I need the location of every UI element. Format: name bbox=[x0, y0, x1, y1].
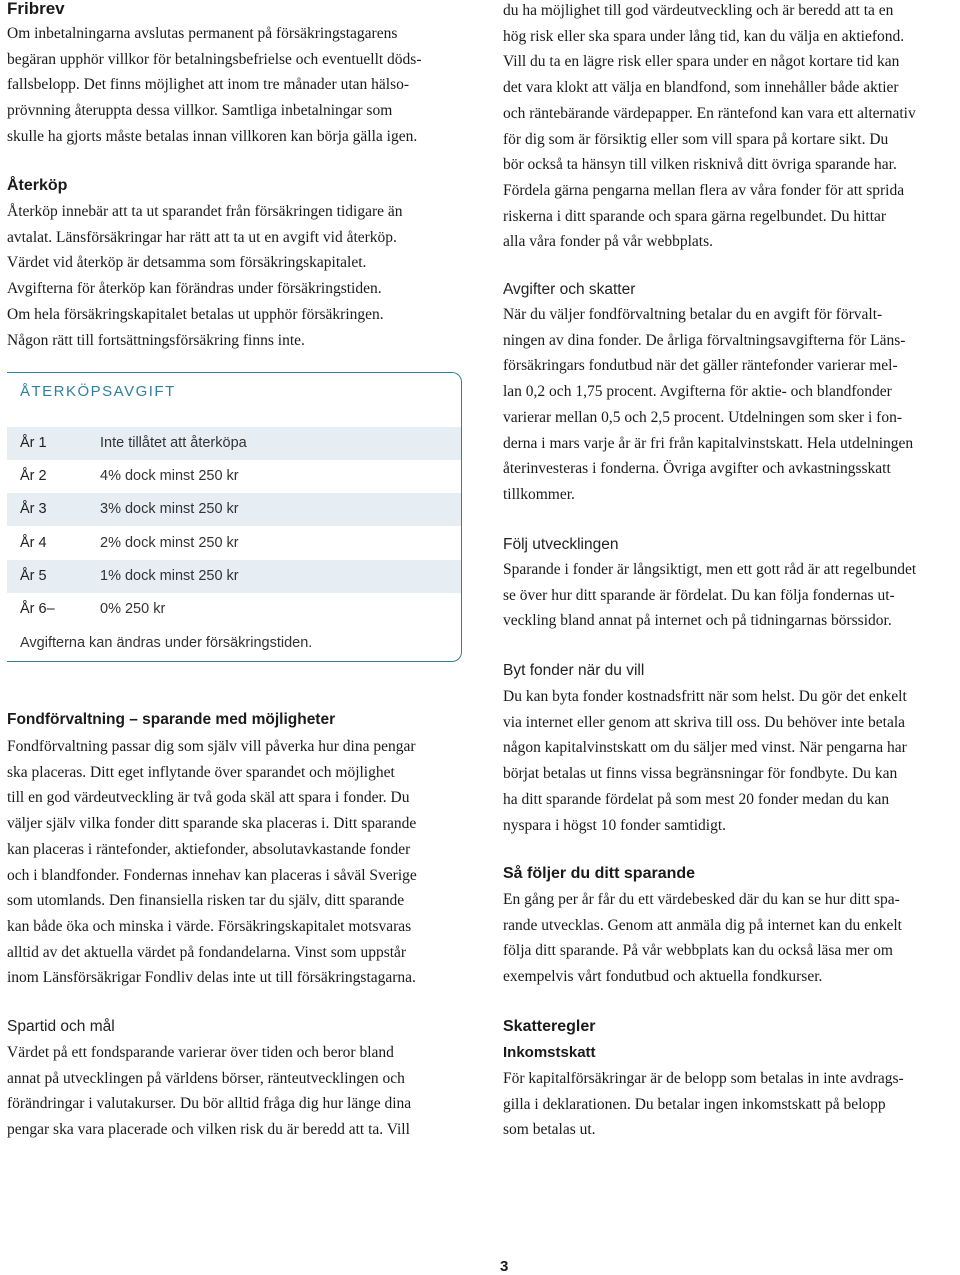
fee-value: 3% dock minst 250 kr bbox=[100, 501, 239, 517]
text-line: pengar ska vara placerade och vilken risk du är beredd att ta. Vill bbox=[7, 1121, 410, 1139]
text-line: försäkringars fondutbud när det gäller räntefonder varierar mel- bbox=[503, 357, 898, 375]
text-line: annat på utvecklingen på världens börser, ränteutvecklingen och bbox=[7, 1069, 405, 1087]
text-line: se över hur ditt sparande är fördelat. Du kan följa fondernas ut- bbox=[503, 586, 895, 604]
text-line: Avgifterna för återköp kan förändras under försäkringstiden. bbox=[7, 280, 382, 298]
foljer-heading: Så följer du ditt sparande bbox=[503, 865, 696, 882]
foljer-text bbox=[503, 887, 902, 990]
text-line: alltid av det aktuella värdet på fondandelarna. Vinst som uppstår bbox=[7, 943, 407, 961]
fee-value: 4% dock minst 250 kr bbox=[100, 468, 239, 484]
fribrev-text bbox=[7, 21, 422, 150]
inkomstskatt-subheading: Inkomstskatt bbox=[503, 1044, 596, 1061]
skatteregler-heading: Skatteregler bbox=[503, 1018, 596, 1035]
text-line: Vill du ta en lägre risk eller spara under en något kortare tid kan bbox=[503, 53, 900, 71]
aterkop-heading: Återköp bbox=[7, 177, 68, 194]
text-line: nyspara i högst 10 fonder samtidigt. bbox=[503, 816, 726, 834]
text-line: Fördela gärna pengarna mellan flera av våra fonder för att sprida bbox=[503, 181, 905, 199]
text-line: förändringar i valutakurser. Du bör alltid fråga dig hur länge dina bbox=[7, 1095, 412, 1113]
fee-value: Inte tillåtet att återköpa bbox=[100, 435, 247, 451]
fee-row bbox=[7, 427, 461, 460]
text-line: som betalas ut. bbox=[503, 1121, 596, 1139]
text-line: till en god värdeutveckling är två goda skäl att spara i fonder. Du bbox=[7, 789, 410, 807]
text-line: väljer själv vilka fonder ditt sparande ska placeras i. Ditt sparande bbox=[7, 815, 417, 833]
text-line: följa ditt sparande. På vår webbplats kan du också läsa mer om bbox=[503, 942, 893, 960]
spartid-text bbox=[7, 1040, 411, 1143]
text-line: Värdet vid återköp är detsamma som försäkringskapitalet. bbox=[7, 254, 367, 272]
text-line: återinvesteras i fonderna. Övriga avgifter och avkastningsskatt bbox=[503, 460, 891, 478]
spartid-heading: Spartid och mål bbox=[7, 1018, 115, 1035]
text-line: skulle ha gjorts måste betalas innan villkoren kan börja gälla igen. bbox=[7, 127, 418, 145]
text-line: När du väljer fondförvaltning betalar du en avgift för förvalt- bbox=[503, 306, 883, 323]
text-line: fallsbelopp. Det finns möjlighet att inom tre månader utan hälso- bbox=[7, 76, 410, 94]
folj-text bbox=[503, 557, 916, 634]
text-line: riskerna i ditt sparande och spara gärna regelbundet. Du hittar bbox=[503, 207, 887, 225]
text-line: bör också ta hänsyn till vilken risknivå ditt övriga sparande har. bbox=[503, 156, 897, 174]
page-number: 3 bbox=[500, 1258, 509, 1275]
fee-year: År 5 bbox=[20, 568, 47, 584]
intro-text bbox=[503, 0, 916, 255]
fee-year: År 2 bbox=[20, 468, 47, 484]
text-line: alla våra fonder på vår webbplats. bbox=[503, 233, 714, 251]
text-line: hög risk eller ska spara under lång tid, kan du välja en aktiefond. bbox=[503, 27, 905, 45]
text-line: Återköp innebär att ta ut sparandet från försäkringen tidigare än bbox=[7, 203, 403, 220]
fee-year: År 4 bbox=[20, 535, 47, 551]
text-line: som utomlands. Den finansiella risken tar du själv, ditt sparande bbox=[7, 892, 405, 910]
text-line: lan 0,2 och 1,75 procent. Avgifterna för aktie- och blandfonder bbox=[503, 383, 892, 401]
text-line: Fondförvaltning passar dig som själv vill påverka hur dina pengar bbox=[7, 738, 416, 755]
text-line: rande utvecklas. Genom att anmäla dig på internet kan du enkelt bbox=[503, 916, 902, 934]
text-line: Du kan byta fonder kostnadsfritt när som helst. Du gör det enkelt bbox=[503, 688, 907, 705]
text-line: ha ditt sparande fördelat på som mest 20 fonder medan du kan bbox=[503, 790, 890, 808]
text-line: någon kapitalvinstskatt om du säljer med vinst. När pengarna har bbox=[503, 739, 907, 757]
text-line: ska placeras. Ditt eget inflytande över sparandet och möjlighet bbox=[7, 763, 395, 781]
text-line: ningen av dina fonder. De årliga förvaltningsavgifterna för Läns- bbox=[503, 331, 906, 349]
text-line: och i blandfonder. Fondernas innehav kan placeras i såväl Sverige bbox=[7, 866, 417, 884]
aterkopsavgift-box bbox=[7, 372, 462, 662]
fee-value: 1% dock minst 250 kr bbox=[100, 568, 239, 584]
text-line: för dig som är försiktig eller som vill spara på kortare sikt. Du bbox=[503, 130, 889, 148]
aterkop-text bbox=[7, 199, 403, 353]
text-line: och räntebärande värdepapper. En räntefond kan vara ett alternativ bbox=[503, 104, 916, 122]
text-line: det vara klokt att välja en blandfond, som innehåller både aktier bbox=[503, 79, 899, 97]
text-line: För kapitalförsäkringar är de belopp som betalas in inte avdrags- bbox=[503, 1070, 904, 1087]
text-line: börjat betalas ut finns vissa begränsningar för fondbyte. Du kan bbox=[503, 765, 898, 783]
text-line: Någon rätt till fortsättningsförsäkring finns inte. bbox=[7, 331, 305, 349]
fee-value: 2% dock minst 250 kr bbox=[100, 535, 239, 551]
fee-row bbox=[7, 560, 461, 593]
text-line: tillkommer. bbox=[503, 485, 575, 503]
fribrev-heading: Fribrev bbox=[7, 0, 65, 18]
text-line: inom Länsförsäkrigar Fondliv delas inte ut till försäkringstagarna. bbox=[7, 969, 416, 987]
avgifter-text bbox=[503, 302, 913, 508]
text-line: gilla i deklarationen. Du betalar ingen inkomstskatt på belopp bbox=[503, 1095, 886, 1113]
fondforvaltning-text bbox=[7, 734, 417, 991]
text-line: Om hela försäkringskapitalet betalas ut upphör försäkringen. bbox=[7, 305, 384, 323]
text-line: En gång per år får du ett värdebesked där du kan se hur ditt spa- bbox=[503, 891, 900, 908]
fee-year: År 6– bbox=[20, 601, 55, 617]
byt-text bbox=[503, 684, 907, 838]
text-line: kan placeras i räntefonder, aktiefonder, absolutavkastande fonder bbox=[7, 840, 411, 858]
text-line: exempelvis vårt fondutbud och aktuella fondkurser. bbox=[503, 968, 823, 986]
fee-row bbox=[7, 493, 461, 526]
fee-value: 0% 250 kr bbox=[100, 601, 166, 617]
text-line: prövnning återuppta dessa villkor. Samtliga inbetalningar som bbox=[7, 102, 393, 120]
text-line: derna i mars varje år är fri från kapitalvinstskatt. Hela utdelningen bbox=[503, 434, 914, 452]
text-line: avtalat. Länsförsäkringar har rätt att ta ut en avgift vid återköp. bbox=[7, 228, 397, 246]
fee-year: År 1 bbox=[20, 435, 47, 451]
text-line: varierar mellan 0,5 och 2,5 procent. Utdelningen som sker i fon- bbox=[503, 408, 903, 426]
text-line: begäran upphör villkor för betalningsbefrielse och eventuellt döds- bbox=[7, 50, 422, 68]
byt-heading: Byt fonder när du vill bbox=[503, 662, 645, 679]
skatteregler-text bbox=[503, 1066, 904, 1143]
fondforvaltning-heading: Fondförvaltning – sparande med möjligheter bbox=[7, 711, 336, 728]
text-line: du ha möjlighet till god värdeutveckling och är beredd att ta en bbox=[503, 2, 894, 19]
avgifter-heading: Avgifter och skatter bbox=[503, 281, 636, 298]
fee-note: Avgifterna kan ändras under försäkringstiden. bbox=[20, 635, 313, 651]
fee-row bbox=[7, 593, 461, 626]
text-line: Om inbetalningarna avslutas permanent på försäkringstagarens bbox=[7, 25, 398, 42]
fee-row bbox=[7, 460, 461, 493]
fee-row bbox=[7, 527, 461, 560]
folj-heading: Följ utvecklingen bbox=[503, 536, 619, 553]
text-line: Värdet på ett fondsparande varierar över tiden och beror bland bbox=[7, 1044, 394, 1061]
text-line: Sparande i fonder är långsiktigt, men ett gott råd är att regelbundet bbox=[503, 561, 917, 578]
fee-box-title: ÅTERKÖPSAVGIFT bbox=[20, 383, 176, 400]
text-line: veckling bland annat på internet och på tidningarnas börssidor. bbox=[503, 612, 892, 630]
text-line: kan både öka och minska i värde. Försäkringskapitalet motsvaras bbox=[7, 917, 412, 935]
fee-year: År 3 bbox=[20, 501, 47, 517]
text-line: via internet eller genom att skriva till oss. Du behöver inte betala bbox=[503, 713, 906, 731]
